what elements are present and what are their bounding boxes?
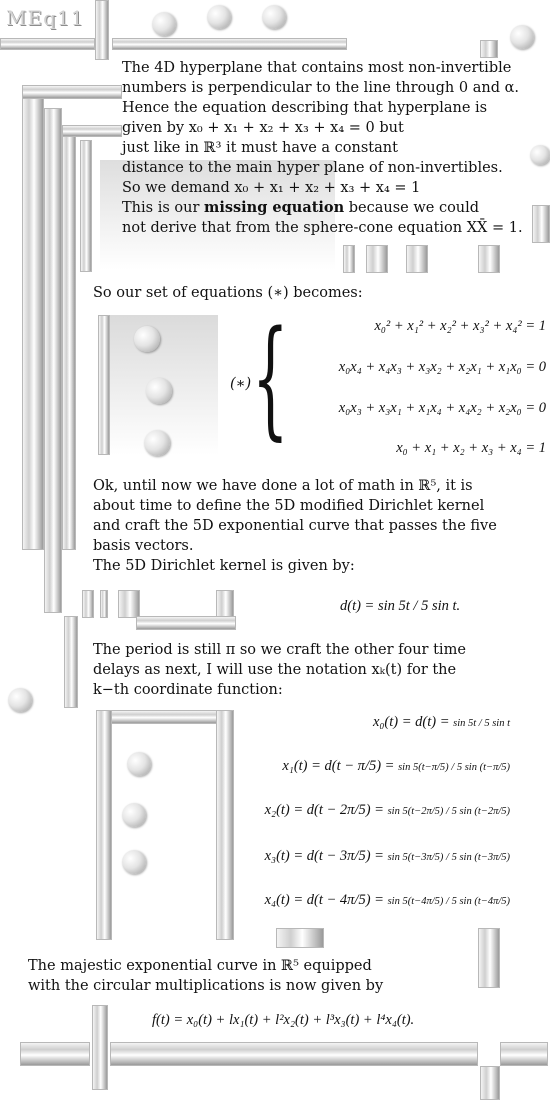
decor-bar [216, 710, 234, 940]
decor-sphere [146, 378, 172, 404]
coordinate-x3 [265, 848, 510, 865]
coord-fraction: sin 5(t−π/5) / 5 sin (t−π/5) [398, 762, 510, 773]
decor-bar [62, 125, 76, 550]
text-line: and craft the 5D exponential curve that passes the five [93, 518, 497, 534]
decor-bar [22, 85, 122, 99]
missing-equation-emphasis: missing equation [204, 199, 345, 216]
decor-bar [100, 590, 108, 618]
text-line: The majestic exponential curve in ℝ⁵ equipped [28, 958, 372, 974]
decor-bar [478, 245, 500, 273]
coord-fraction: sin 5(t−2π/5) / 5 sin (t−2π/5) [387, 806, 510, 817]
text-line: given by x₀ + x₁ + x₂ + x₃ + x₄ = 0 but [122, 120, 404, 136]
equation-cone-1: x₀x₄ + x₄x₃ + x₃x₂ + x₂x₁ + x₁x₀ = 0 [338, 359, 546, 375]
decor-sphere [530, 145, 550, 165]
system-label: (∗) [230, 376, 252, 392]
text-line: So we demand x₀ + x₁ + x₂ + x₃ + x₄ = 1 [122, 180, 421, 196]
paragraph-exponential-curve [28, 956, 383, 996]
decor-bar [96, 710, 112, 940]
decor-bar [110, 1042, 478, 1066]
text-line: just like in ℝ³ it must have a constant [122, 140, 398, 156]
decor-bar [62, 125, 122, 137]
decor-bar [22, 85, 44, 550]
text-line: basis vectors. [93, 538, 194, 554]
decor-bar [366, 245, 388, 273]
coordinate-functions [240, 708, 510, 928]
logo: MEq11 [6, 6, 85, 30]
text-line: about time to define the 5D modified Dirichlet kernel [93, 498, 485, 514]
decor-bar [500, 1042, 548, 1066]
decor-bar [80, 140, 92, 272]
coordinate-x1 [282, 758, 510, 775]
decor-bar [112, 38, 347, 50]
coord-fraction: sin 5t / 5 sin t [453, 718, 510, 729]
decor-bar [96, 710, 231, 724]
decor-sphere [144, 430, 170, 456]
decor-bar [343, 245, 355, 273]
decor-bar [95, 0, 109, 60]
text-line: numbers is perpendicular to the line through 0 and α. [122, 80, 519, 96]
decor-sphere [262, 5, 286, 29]
curve-equation: f(t) = x₀(t) + lx₁(t) + l²x₂(t) + l³x₃(t) + l⁴x₄(t). [152, 1012, 415, 1028]
text-line: The 4D hyperplane that contains most non-invertible [122, 60, 512, 76]
coord-lhs: x₄(t) = d(t − 4π/5) = [264, 892, 388, 908]
decor-bar [64, 616, 78, 708]
text-line: delays as next, I will use the notation xₖ(t) for the [93, 662, 457, 678]
decor-sphere [510, 25, 534, 49]
paragraph-hyperplane [122, 58, 523, 238]
decor-sphere [127, 752, 151, 776]
left-brace: { [252, 304, 289, 453]
equation-sphere: x₀² + x₁² + x₂² + x₃² + x₄² = 1 [374, 318, 546, 334]
coordinate-x4 [265, 892, 510, 909]
equation-cone-2: x₀x₃ + x₃x₁ + x₁x₄ + x₄x₂ + x₂x₀ = 0 [338, 400, 546, 416]
decor-bar [92, 1005, 108, 1090]
decor-sphere [134, 326, 160, 352]
decor-bar [480, 40, 498, 58]
coordinate-x2 [265, 802, 510, 819]
text-span: because we could [344, 200, 480, 216]
system-intro [93, 283, 363, 303]
coord-fraction: sin 5(t−4π/5) / 5 sin (t−4π/5) [387, 896, 510, 907]
text-line: The period is still π so we craft the other four time [93, 642, 466, 658]
decor-sphere [152, 12, 176, 36]
decor-bar [532, 205, 550, 243]
decor-sphere [122, 803, 146, 827]
text-line: The 5D Dirichlet kernel is given by: [93, 558, 355, 574]
equation-system [228, 304, 546, 460]
text-line [122, 198, 523, 218]
coordinate-x0 [373, 714, 510, 731]
text-line: So our set of equations (∗) becomes: [93, 285, 363, 301]
decor-bar [276, 928, 324, 948]
text-span: This is our [122, 200, 204, 216]
decor-bar [478, 928, 500, 988]
coord-fraction: sin 5(t−3π/5) / 5 sin (t−3π/5) [387, 852, 510, 863]
decor-bar [0, 38, 95, 50]
decor-bar [44, 108, 62, 613]
equation-hyperplane: x₀ + x₁ + x₂ + x₃ + x₄ = 1 [396, 440, 546, 456]
decor-bar [118, 590, 140, 618]
coord-lhs: x₃(t) = d(t − 3π/5) = [264, 848, 388, 864]
decor-bar [20, 1042, 90, 1066]
coord-lhs: x₂(t) = d(t − 2π/5) = [264, 802, 388, 818]
decor-bar [136, 616, 236, 630]
decor-sphere [207, 5, 231, 29]
decor-sphere [8, 688, 32, 712]
decor-bar [98, 315, 110, 455]
text-line: distance to the main hyper plane of non-invertibles. [122, 160, 503, 176]
text-line: with the circular multiplications is now given by [28, 978, 384, 994]
decor-sphere [122, 850, 146, 874]
text-line: k−th coordinate function: [93, 682, 283, 698]
decor-bar [82, 590, 94, 618]
text-line: not derive that from the sphere-cone equation XX̄ = 1. [122, 220, 523, 236]
coord-lhs: x₀(t) = d(t) = [372, 714, 454, 730]
text-line: Hence the equation describing that hyperplane is [122, 100, 488, 116]
decor-bar [480, 1066, 500, 1100]
decor-bar [406, 245, 428, 273]
coord-lhs: x₁(t) = d(t − π/5) = [282, 758, 399, 774]
kernel-equation: d(t) = sin 5t / 5 sin t. [340, 598, 461, 614]
text-line: Ok, until now we have done a lot of math in ℝ⁵, it is [93, 478, 473, 494]
paragraph-time-delays [93, 640, 466, 700]
paragraph-dirichlet [93, 476, 497, 576]
